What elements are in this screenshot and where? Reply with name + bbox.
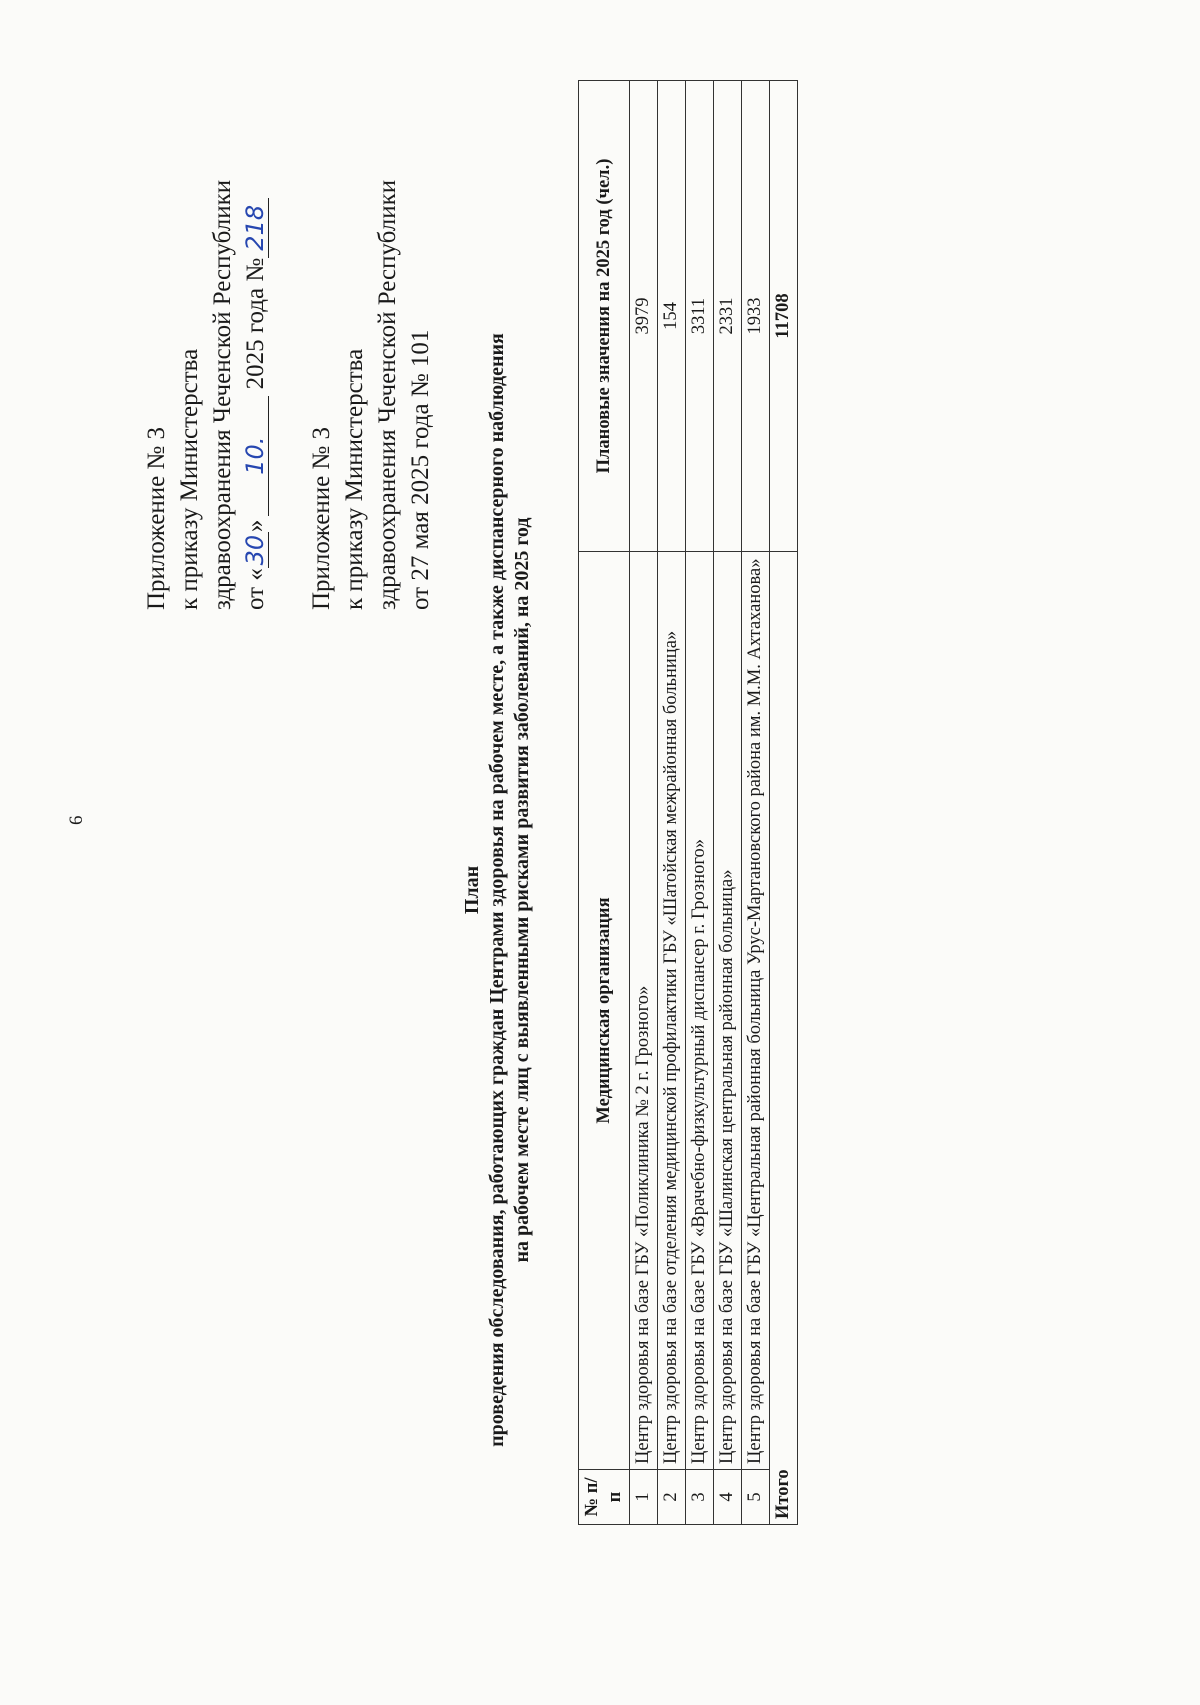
row-org: Центр здоровья на базе отделения медицинской профилактики ГБУ «Шатойская межрайонная больница» <box>658 552 686 1470</box>
appendix-line: к приказу Министерства <box>176 348 203 610</box>
plan-title <box>460 225 535 1555</box>
appendix-line: от 27 мая 2025 года № 101 <box>407 329 434 610</box>
total-label: Итого <box>770 552 798 1525</box>
date-close: » <box>242 519 269 533</box>
row-num: 1 <box>630 1470 658 1525</box>
total-value: 11708 <box>770 81 798 552</box>
page-number: 6 <box>66 815 87 825</box>
handwritten-day: 30 <box>242 532 269 568</box>
appendix-line: Приложение № 3 <box>308 426 335 610</box>
row-org: Центр здоровья на базе ГБУ «Шалинская центральная районная больница» <box>714 552 742 1470</box>
table-row <box>658 81 686 1525</box>
row-num: 4 <box>714 1470 742 1525</box>
table-row <box>686 81 714 1525</box>
year-text: 2025 года № <box>242 257 269 390</box>
total-row <box>770 81 798 1525</box>
table-row <box>742 81 770 1525</box>
row-value: 1933 <box>742 81 770 552</box>
plan-subtitle-line: на рабочем месте лиц с выявленными рисками развития заболеваний, на 2025 год <box>511 517 533 1263</box>
plan-table <box>578 80 798 1525</box>
appendix-line: здравоохранения Чеченской Республики <box>209 179 236 610</box>
row-value: 154 <box>658 81 686 552</box>
row-value: 3311 <box>686 81 714 552</box>
appendix-line: здравоохранения Чеченской Республики <box>374 179 401 610</box>
handwritten-month: 10. <box>242 396 269 516</box>
table-header-row <box>579 81 630 1525</box>
row-num: 2 <box>658 1470 686 1525</box>
row-num: 5 <box>742 1470 770 1525</box>
header-value: Плановые значения на 2025 год (чел.) <box>579 81 630 552</box>
handwritten-order-number: 218 <box>242 198 269 258</box>
row-value: 3979 <box>630 81 658 552</box>
appendix-block-previous <box>305 50 437 610</box>
table-row <box>630 81 658 1525</box>
table-row <box>714 81 742 1525</box>
row-org: Центр здоровья на базе ГБУ «Центральная районная больница Урус-Мартановского района им. М.М. Ахтаханова» <box>742 552 770 1470</box>
plan-heading: План <box>461 865 483 915</box>
row-num: 3 <box>686 1470 714 1525</box>
appendix-date-line <box>239 50 272 610</box>
row-org: Центр здоровья на базе ГБУ «Врачебно-физкультурный диспансер г. Грозного» <box>686 552 714 1470</box>
date-prefix: от « <box>242 568 269 610</box>
header-num: № п/п <box>579 1470 630 1525</box>
header-org: Медицинская организация <box>579 552 630 1470</box>
appendix-line: Приложение № 3 <box>143 426 170 610</box>
row-org: Центр здоровья на базе ГБУ «Поликлиника № 2 г. Грозного» <box>630 552 658 1470</box>
row-value: 2331 <box>714 81 742 552</box>
plan-subtitle-line: проведения обследования, работающих граждан Центрами здоровья на рабочем месте, а также диспансерного наблюдения <box>486 333 508 1447</box>
appendix-line: к приказу Министерства <box>341 348 368 610</box>
appendix-block-current <box>140 50 272 610</box>
